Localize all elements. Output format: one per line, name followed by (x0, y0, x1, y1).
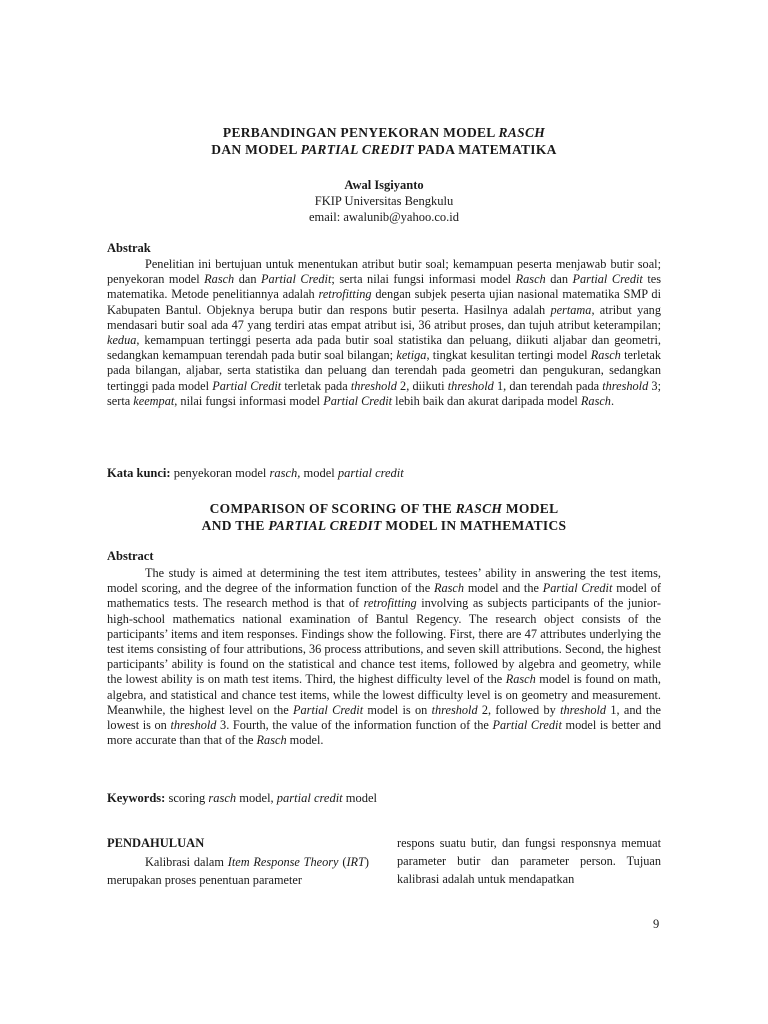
title-english (107, 500, 661, 534)
author-name: Awal Isgiyanto (344, 178, 424, 192)
kata-kunci: Kata kunci: penyekoran model rasch, model partial credit (107, 466, 404, 480)
title-en-line2: AND THE PARTIAL CREDIT MODEL IN MATHEMATICS (201, 518, 567, 533)
intro-right-column: respons suatu butir, dan fungsi responsnya memuat parameter butir dan parameter person. Tujuan kalibrasi adalah untuk mendapatkan (397, 836, 661, 886)
intro-left-column: Kalibrasi dalam Item Response Theory (IRT) merupakan proses penentuan parameter (107, 855, 369, 887)
abstrak-paragraph: Penelitian ini bertujuan untuk menentukan atribut butir soal; kemampuan peserta menjawab butir soal; penyekoran model Rasch dan Partial Credit; serta nilai fungsi informasi model Rasch dan Partial Credit tes matematika. Metode penelitiannya adalah retrofitting dengan subjek peserta ujian nasional matematika SMP di Kabupaten Bantul. Objeknya berupa butir dan respons butir peserta. Hasilnya adalah pertama, atribut yang mendasari butir soal ada 47 yang terdiri atas empat atribut isi, 36 atribut proses, dan tujuh atribut keterampilan; kedua, kemampuan tertinggi peserta ada pada butir soal statistika dan peluang, diikuti aljabar dan geometri, sedangkan kemampuan terendah pada butir soal bilangan; ketiga, tingkat kesulitan tertingi model Rasch terletak pada bilangan, aljabar, serta statistika dan peluang dan terendah pada geometri dan pengukuran, sedangkan tertinggi pada model Partial Credit terletak pada threshold 2, diikuti threshold 1, dan terendah pada threshold 3; serta keempat, nilai fungsi informasi model Partial Credit lebih baik dan akurat daripada model Rasch. (107, 257, 662, 408)
abstrak-heading: Abstrak (107, 241, 151, 255)
title-en-line1: COMPARISON OF SCORING OF THE RASCH MODEL (209, 501, 559, 516)
abstract-paragraph: The study is aimed at determining the test item attributes, testees’ ability in answering the test items, model scoring, and the degree of the information function of the Rasch model and the Partial Credit model of mathematics tests. The research method is that of retrofitting involving as subjects participants of the junior-high-school mathematics national examination of Bantul Regency. The research object consists of the participants’ items and item responses. Findings show the following. First, there are 47 attributes underlying the test items consisting of four attributions, 36 process attributions, and seven skill attributions. Second, the highest participants’ ability is found on the statistical and chance test items, followed by algebra and geometry, while the lowest ability is on math test items. Third, the highest difficulty level of the Rasch model is found on math, algebra, and statistical and chance test items, while the lowest difficulty level is on geometry and measurement. Meanwhile, the highest level on the Partial Credit model is on threshold 2, followed by threshold 1, and the lowest is on threshold 3. Fourth, the value of the information function of the Partial Credit model is better and more accurate than that of the Rasch model. (107, 566, 662, 748)
author-email[interactable]: email: awalunib@yahoo.co.id (308, 210, 459, 224)
abstract-heading: Abstract (107, 549, 154, 563)
section-heading-pendahuluan: PENDAHULUAN (107, 836, 205, 850)
author-affiliation: FKIP Universitas Bengkulu (314, 194, 454, 208)
title-id-line1: PERBANDINGAN PENYEKORAN MODEL RASCH (222, 125, 546, 140)
keywords: Keywords: scoring rasch model, partial credit model (107, 791, 378, 805)
title-indonesian (107, 124, 661, 158)
title-id-line2: DAN MODEL PARTIAL CREDIT PADA MATEMATIKA (211, 142, 557, 157)
page-number: 9 (653, 917, 660, 931)
